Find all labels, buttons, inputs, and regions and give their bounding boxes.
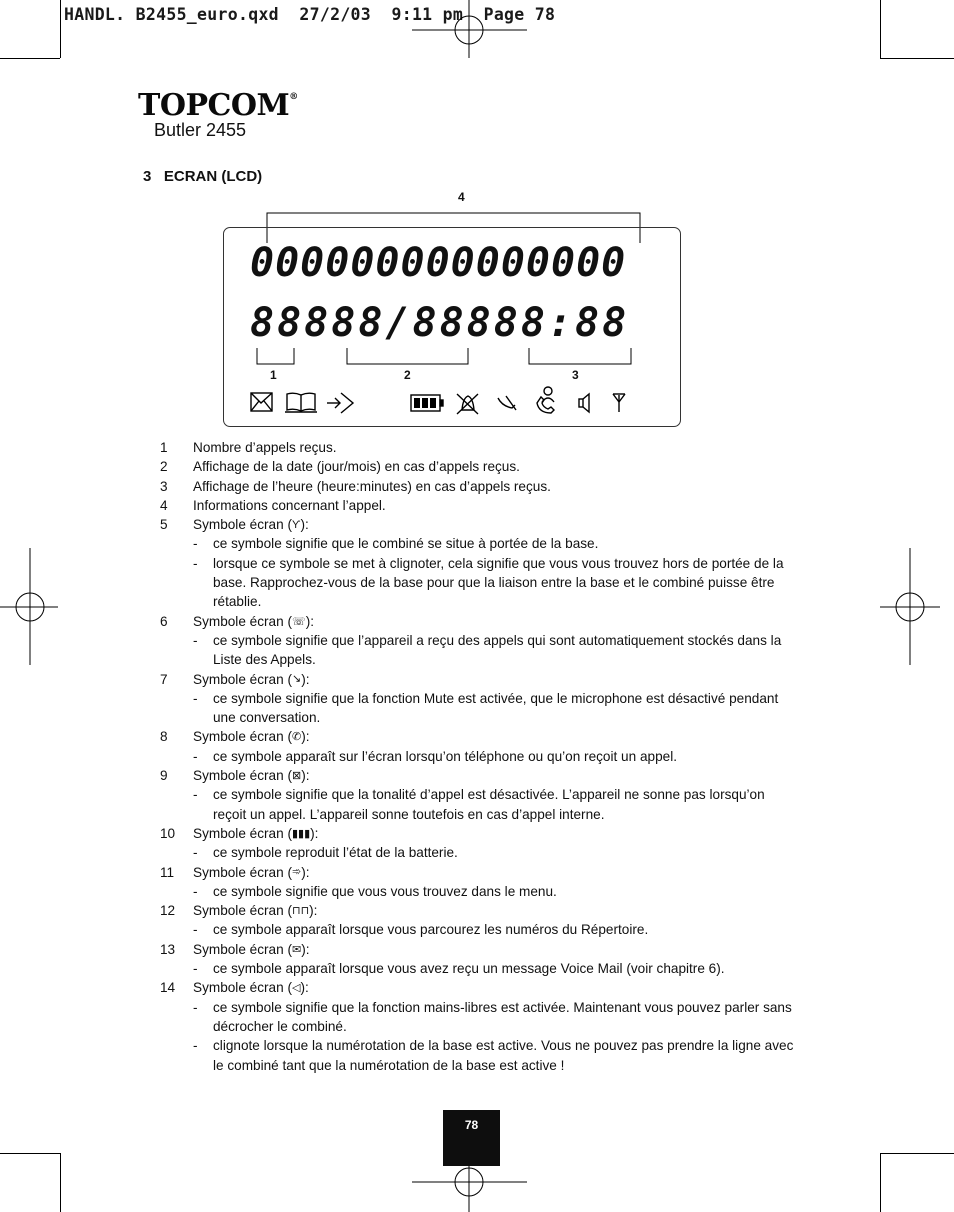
list-sub-item-text: ce symbole signifie que l’appareil a reçu des appels qui sont automatiquement stockés dans la Liste des Appels. xyxy=(213,632,782,668)
symbol-label: Symbole écran ( xyxy=(193,613,292,629)
symbol-label: Symbole écran ( xyxy=(193,517,292,533)
callout-label-4: 4 xyxy=(458,190,465,204)
mute-icon xyxy=(498,396,516,410)
model-name: Butler 2455 xyxy=(154,120,247,140)
list-sub-item xyxy=(160,1036,800,1075)
symbol-label-end: ): xyxy=(301,768,310,784)
symbol-label-end: ): xyxy=(301,941,310,957)
list-item xyxy=(160,901,800,920)
list-item xyxy=(160,438,800,457)
list-item-text xyxy=(193,824,800,843)
menu-icon: ➾ xyxy=(291,866,302,879)
topcom-logo: TOPCOM® xyxy=(138,88,298,123)
list-sub-item xyxy=(160,959,800,978)
section-heading: 3 ECRAN (LCD) xyxy=(143,168,263,185)
symbol-explanation-list xyxy=(160,438,800,1075)
bullet-dash: - xyxy=(193,845,198,861)
list-sub-item xyxy=(160,554,800,612)
list-item-text xyxy=(193,901,800,920)
list-item-number: 14 xyxy=(160,980,176,996)
list-item xyxy=(160,496,800,515)
envelope-icon: ✉ xyxy=(291,943,302,956)
bullet-dash: - xyxy=(193,1038,198,1054)
print-header: HANDL. B2455_euro.qxd 27/2/03 9:11 pm Page 78 xyxy=(64,5,556,24)
list-item-text xyxy=(193,940,800,959)
list-item xyxy=(160,766,800,785)
bullet-dash: - xyxy=(193,536,198,552)
phonebook-icon xyxy=(285,393,317,412)
speaker-icon: ◁ xyxy=(291,982,301,995)
menu-icon xyxy=(327,393,353,413)
list-sub-item-text: ce symbole reproduit l’état de la batterie. xyxy=(213,845,458,861)
list-item-number: 10 xyxy=(160,825,176,841)
list-sub-item-text: ce symbole signifie que le combiné se situe à portée de la base. xyxy=(213,536,599,552)
symbol-label: Symbole écran ( xyxy=(193,768,292,784)
list-item xyxy=(160,978,800,997)
symbol-label-end: ): xyxy=(300,980,309,996)
bullet-dash: - xyxy=(193,690,198,706)
list-item-text xyxy=(193,515,800,534)
list-sub-item-text: lorsque ce symbole se met à clignoter, cela signifie que vous vous trouvez hors de portée de la base. Rapprochez-vous de la base pour que la liaison entre la base et le combiné puisse être rétablie. xyxy=(213,555,784,610)
symbol-label: Symbole écran ( xyxy=(193,903,292,919)
bullet-dash: - xyxy=(193,555,198,571)
list-item-text xyxy=(193,766,800,785)
list-item-number: 12 xyxy=(160,903,176,919)
symbol-label-end: ): xyxy=(305,613,315,629)
list-sub-item-text: ce symbole signifie que la tonalité d’appel est désactivée. L’appareil ne sonne pas lorsqu’on reçoit un appel. L’appareil sonne toutefois en cas d’appel interne. xyxy=(213,787,765,822)
bullet-dash: - xyxy=(193,922,198,938)
list-item-text xyxy=(193,978,800,997)
call-list-icon: ☏ xyxy=(291,615,306,628)
symbol-label: Symbole écran ( xyxy=(193,980,292,996)
list-sub-item xyxy=(160,920,800,939)
envelope-icon xyxy=(251,393,272,411)
list-item-number: 7 xyxy=(160,671,168,687)
list-item-number: 1 xyxy=(160,440,168,455)
symbol-label: Symbole écran ( xyxy=(193,729,292,745)
lcd-row-1-digits: 000000000000000 xyxy=(250,240,627,286)
list-item-text xyxy=(193,863,800,882)
list-item-text: Affichage de la date (jour/mois) en cas d’appels reçus. xyxy=(193,459,520,475)
list-sub-item xyxy=(160,785,800,824)
list-item-text xyxy=(193,727,800,746)
lcd-row-2-digits: 88888/88888:88 xyxy=(250,300,630,346)
list-sub-item-text: clignote lorsque la numérotation de la base est active. Vous ne pouvez pas prendre la ligne avec le combiné tant que la numérotation de la base est active ! xyxy=(213,1038,794,1073)
antenna-icon xyxy=(613,394,625,412)
antenna-icon: Ƴ xyxy=(291,519,301,532)
list-item-number: 8 xyxy=(160,729,168,745)
list-item-number: 11 xyxy=(160,864,175,880)
bullet-dash: - xyxy=(193,748,198,764)
list-item-number: 2 xyxy=(160,459,168,475)
mute-icon: ↘ xyxy=(291,673,302,686)
symbol-label-end: ): xyxy=(300,517,309,533)
list-item-text: Nombre d’appels reçus. xyxy=(193,440,337,455)
list-sub-item xyxy=(160,689,800,728)
list-item xyxy=(160,457,800,476)
ringer-off-icon: ⊠ xyxy=(291,769,302,782)
symbol-label: Symbole écran ( xyxy=(193,825,292,841)
symbol-label: Symbole écran ( xyxy=(193,671,292,687)
list-item-text: Informations concernant l’appel. xyxy=(193,497,386,513)
list-sub-item-text: ce symbole apparaît lorsque vous avez reçu un message Voice Mail (voir chapitre 6). xyxy=(213,961,725,977)
phone-icon: ✆ xyxy=(291,731,302,744)
list-sub-item xyxy=(160,534,800,553)
list-item-number: 3 xyxy=(160,478,168,494)
ringer-off-icon xyxy=(457,394,478,414)
bullet-dash: - xyxy=(193,883,198,899)
list-sub-item xyxy=(160,843,800,862)
list-item-number: 6 xyxy=(160,613,168,629)
list-sub-item-text: ce symbole signifie que vous vous trouvez dans le menu. xyxy=(213,883,557,899)
call-list-icon xyxy=(537,387,554,413)
list-item-number: 5 xyxy=(160,517,168,533)
list-item xyxy=(160,477,800,496)
callout-label-1: 1 xyxy=(270,368,277,382)
list-item xyxy=(160,612,800,631)
symbol-label-end: ): xyxy=(301,671,310,687)
list-item xyxy=(160,727,800,746)
page-number: 78 xyxy=(464,1118,479,1132)
list-item xyxy=(160,863,800,882)
list-sub-item-text: ce symbole signifie que la fonction mains-libres est activée. Maintenant vous pouvez parler sans décrocher le combiné. xyxy=(213,999,792,1034)
speaker-icon xyxy=(579,394,589,412)
symbol-label-end: ): xyxy=(309,903,318,919)
list-item-number: 13 xyxy=(160,941,176,957)
list-sub-item xyxy=(160,998,800,1037)
bullet-dash: - xyxy=(193,787,198,803)
list-item xyxy=(160,670,800,689)
list-item xyxy=(160,824,800,843)
callout-label-3: 3 xyxy=(572,368,579,382)
list-item-text xyxy=(193,612,800,631)
list-sub-item xyxy=(160,882,800,901)
list-item-number: 4 xyxy=(160,497,168,513)
symbol-label: Symbole écran ( xyxy=(193,941,292,957)
list-item-text xyxy=(193,670,800,689)
symbol-label-end: ): xyxy=(310,825,319,841)
callout-label-2: 2 xyxy=(404,368,411,382)
page-number-box xyxy=(443,1110,500,1166)
list-sub-item xyxy=(160,747,800,766)
battery-icon xyxy=(411,395,443,411)
bullet-dash: - xyxy=(193,999,198,1015)
list-item xyxy=(160,515,800,534)
bullet-dash: - xyxy=(193,632,198,648)
symbol-label-end: ): xyxy=(301,864,310,880)
list-sub-item-text: ce symbole apparaît sur l’écran lorsqu’on téléphone ou qu’on reçoit un appel. xyxy=(213,748,677,764)
list-item-number: 9 xyxy=(160,768,168,784)
battery-icon: ▮▮▮ xyxy=(291,827,311,840)
symbol-label: Symbole écran ( xyxy=(193,864,292,880)
bullet-dash: - xyxy=(193,961,198,977)
list-sub-item-text: ce symbole signifie que la fonction Mute est activée, que le microphone est désactivé pendant une conversation. xyxy=(213,690,779,726)
list-item xyxy=(160,940,800,959)
phonebook-icon: ⊓⊓ xyxy=(291,905,310,918)
list-item-text: Affichage de l’heure (heure:minutes) en cas d’appels reçus. xyxy=(193,478,551,494)
symbol-label-end: ): xyxy=(301,729,310,745)
list-sub-item xyxy=(160,631,800,670)
list-sub-item-text: ce symbole apparaît lorsque vous parcourez les numéros du Répertoire. xyxy=(213,922,649,938)
